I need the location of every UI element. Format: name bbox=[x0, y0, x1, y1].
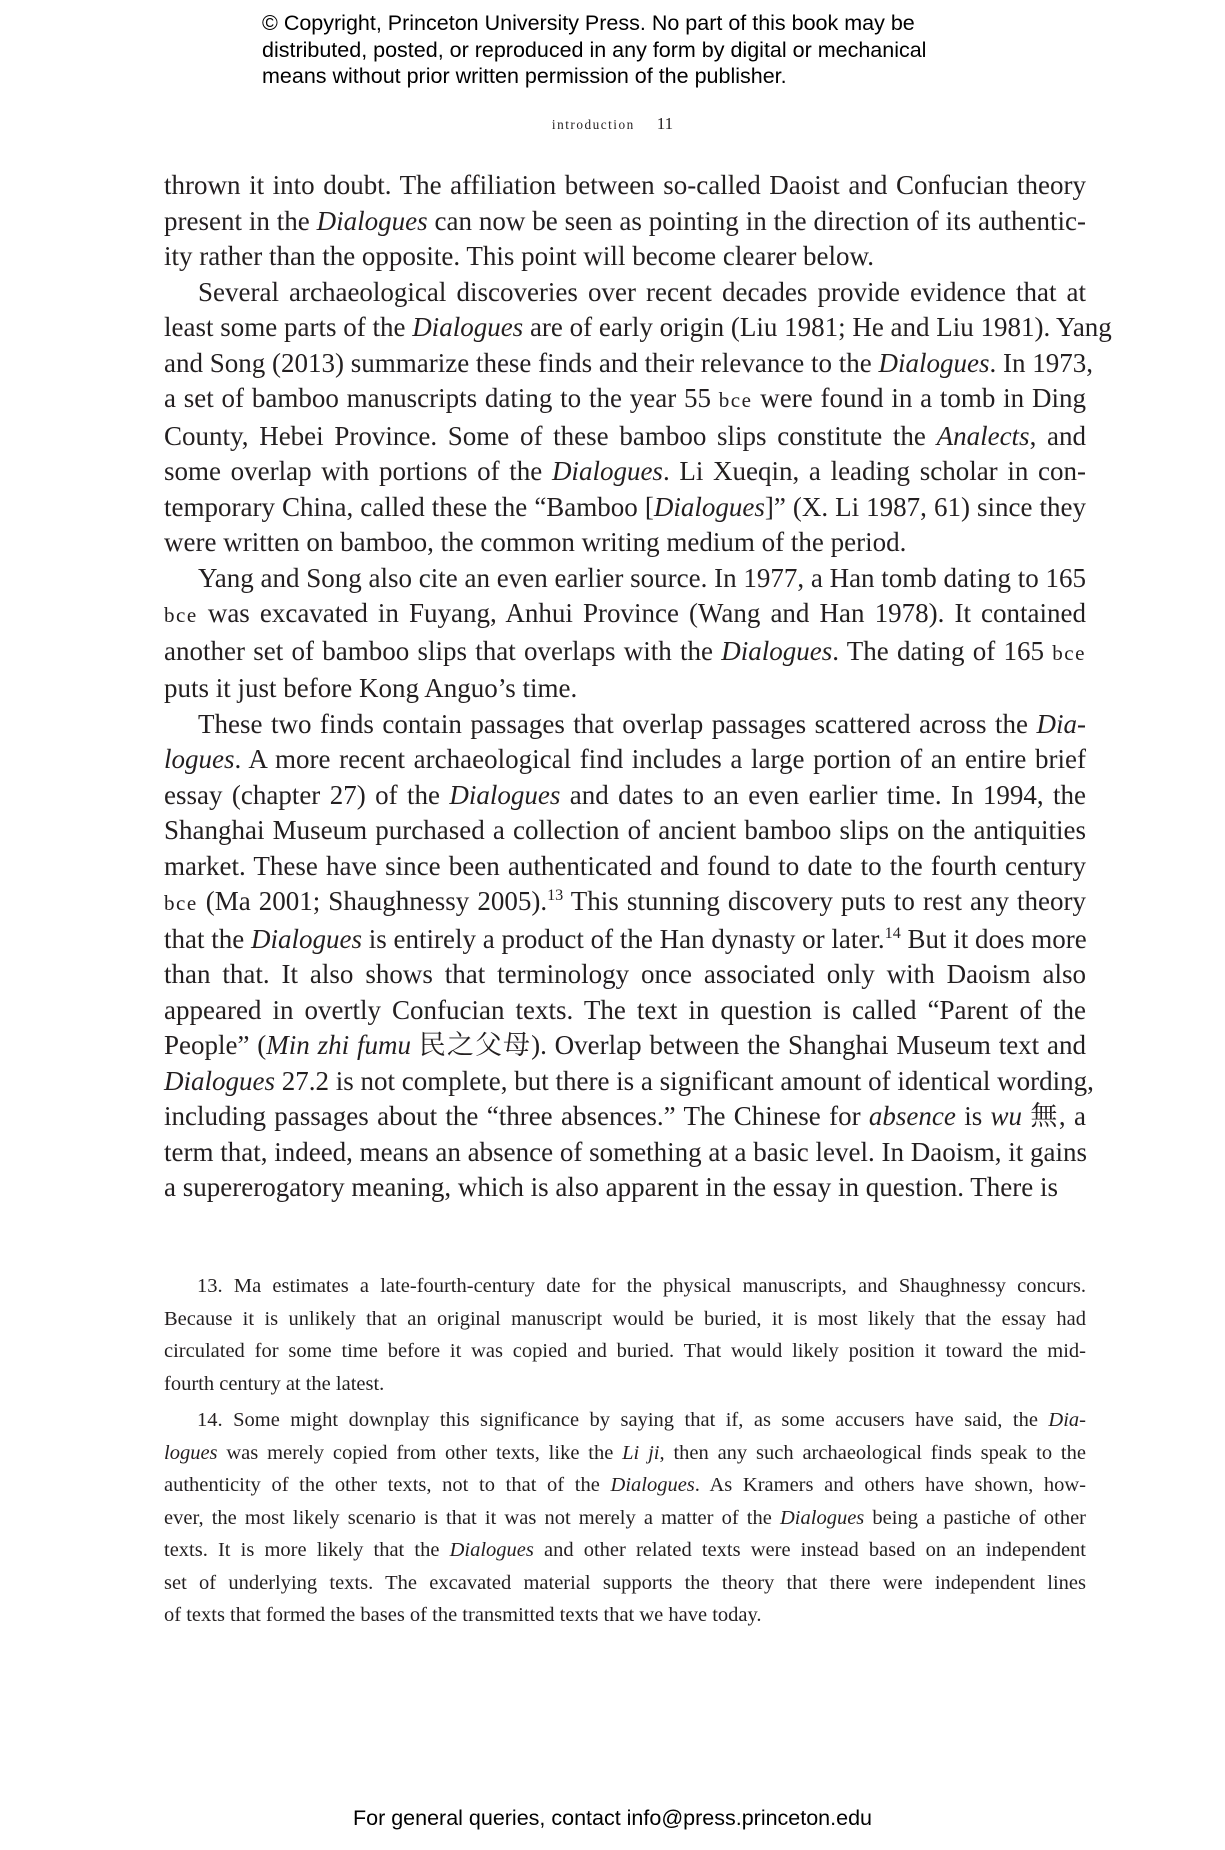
text-line: another set of bamboo slips that overlaps with the Dialogues. The dating of 165 bce bbox=[164, 635, 1086, 666]
italic-text: Dialogues bbox=[878, 347, 990, 378]
page-number: 11 bbox=[656, 114, 674, 133]
italic-text: Dialogues bbox=[316, 205, 428, 236]
text-line: a set of bamboo manuscripts dating to the year 55 bce were found in a tomb in Ding bbox=[164, 383, 1086, 413]
text-line: Shanghai Museum purchased a collection of ancient bamboo slips on the antiquities bbox=[164, 815, 1086, 845]
text-line: thrown it into doubt. The affiliation between so-called Daoist and Confucian theory bbox=[164, 170, 1086, 200]
text-line: term that, indeed, means an absence of something at a basic level. In Daoism, it gains bbox=[164, 1136, 1087, 1167]
italic-text: Dialogues bbox=[449, 1539, 534, 1561]
footnote bbox=[164, 1270, 1086, 1400]
italic-text: Dialogues bbox=[449, 779, 561, 810]
italic-text: Dia- bbox=[1048, 1409, 1086, 1431]
footnote-ref[interactable]: 14 bbox=[884, 923, 901, 942]
text-line: texts. It is more likely that the Dialogues and other related texts were instead based on an independent bbox=[164, 1539, 1086, 1561]
text-line: Dialogues 27.2 is not complete, but there is a significant amount of identical wording, bbox=[164, 1065, 1094, 1096]
text-line: Yang and Song also cite an even earlier source. In 1977, a Han tomb dating to 165 bbox=[198, 562, 1087, 593]
text-line: bce (Ma 2001; Shaughnessy 2005).$^{13}$ This stunning discovery puts to rest any theory bbox=[164, 886, 1086, 916]
small-caps-text: bce bbox=[718, 388, 753, 412]
text-line: puts it just before Kong Anguo’s time. bbox=[164, 673, 578, 703]
text-line: ity rather than the opposite. This point will become clearer below. bbox=[164, 241, 875, 271]
text-line: logues was merely copied from other texts, like the Li ji, then any such archaeological finds speak to the bbox=[164, 1441, 1086, 1464]
italic-text: absence bbox=[868, 1101, 956, 1131]
text-line: ever, the most likely scenario is that it was not merely a matter of the Dialogues being a pastiche of other bbox=[164, 1506, 1086, 1529]
text-line: logues. A more recent archaeological find includes a large portion of an entire brief bbox=[164, 744, 1086, 774]
text-line: circulated for some time before it was copied and buried. That would likely position it toward the mid- bbox=[164, 1340, 1086, 1362]
text-line: temporary China, called these the “Bamboo [Dialogues]” (X. Li 1987, 61) since they bbox=[164, 491, 1086, 522]
text-line: Several archaeological discoveries over recent decades provide evidence that at bbox=[198, 276, 1086, 307]
text-line: 13. Ma estimates a late-fourth-century date for the physical manuscripts, and Shaughnessy concurs. bbox=[197, 1275, 1086, 1297]
footnote-ref[interactable]: 13 bbox=[547, 886, 564, 904]
copyright-line: means without prior written permission of the publisher. bbox=[262, 64, 787, 88]
italic-text: logues bbox=[164, 744, 235, 774]
italic-text: Dialogues bbox=[610, 1474, 695, 1496]
copyright-notice bbox=[262, 10, 1022, 90]
text-line: market. These have since been authenticated and found to date to the fourth century bbox=[164, 850, 1086, 881]
italic-text: Min zhi fumu bbox=[266, 1030, 411, 1060]
italic-text: Li ji bbox=[622, 1441, 660, 1464]
running-head-title: introduction bbox=[551, 117, 635, 132]
italic-text: Analects bbox=[936, 420, 1030, 451]
italic-text: Dia- bbox=[1036, 708, 1086, 739]
text-line: authenticity of the other texts, not to that of the Dialogues. As Kramers and others have shown, how- bbox=[164, 1474, 1086, 1496]
italic-text: Dialogues bbox=[653, 491, 765, 522]
footnote bbox=[164, 1404, 1086, 1632]
text-line: that the Dialogues is entirely a product of the Han dynasty or later.$^{14}$ But it does more bbox=[164, 923, 1087, 954]
running-head bbox=[0, 114, 1225, 134]
paragraph bbox=[164, 561, 1086, 707]
text-line: set of underlying texts. The excavated material supports the theory that there were independent lines bbox=[164, 1571, 1086, 1594]
italic-text: Dialogues bbox=[551, 456, 663, 486]
italic-text: wu bbox=[990, 1101, 1023, 1131]
small-caps-text: bce bbox=[164, 891, 198, 915]
text-line: present in the Dialogues can now be seen as pointing in the direction of its authentic- bbox=[164, 205, 1086, 236]
italic-text: logues bbox=[164, 1441, 218, 1464]
italic-text: Dialogues bbox=[250, 923, 362, 954]
text-line: appeared in overtly Confucian texts. The text in question is called “Parent of the bbox=[164, 994, 1086, 1025]
paragraph bbox=[164, 707, 1094, 1206]
copyright-line: distributed, posted, or reproduced in any form by digital or mechanical bbox=[262, 37, 927, 62]
text-line: 14. Some might downplay this significance by saying that if, as some accusers have said, the Dia- bbox=[197, 1409, 1086, 1431]
text-line: of texts that formed the bases of the transmitted texts that we have today. bbox=[164, 1604, 762, 1626]
text-line: bce was excavated in Fuyang, Anhui Province (Wang and Han 1978). It contained bbox=[164, 598, 1086, 628]
italic-text: Dialogues bbox=[164, 1065, 275, 1096]
text-line: These two finds contain passages that overlap passages scattered across the Dia- bbox=[198, 708, 1086, 739]
text-line: People” (Min zhi fumu 民之父母). Overlap between the Shanghai Museum text and bbox=[164, 1030, 1086, 1060]
text-line: than that. It also shows that terminology once associated only with Daoism also bbox=[164, 959, 1086, 989]
small-caps-text: bce bbox=[164, 603, 198, 627]
paragraph bbox=[164, 275, 1112, 561]
contact-footer: For general queries, contact info@press.princeton.edu bbox=[352, 1806, 872, 1830]
text-line: and Song (2013) summarize these finds and their relevance to the Dialogues. In 1973, bbox=[164, 347, 1094, 378]
italic-text: Dialogues bbox=[721, 635, 833, 666]
small-caps-text: bce bbox=[1052, 640, 1086, 665]
text-line: County, Hebei Province. Some of these bamboo slips constitute the Analects, and bbox=[164, 420, 1087, 451]
text-line: were written on bamboo, the common writing medium of the period. bbox=[164, 527, 907, 557]
body-text bbox=[164, 168, 1112, 1206]
text-line: essay (chapter 27) of the Dialogues and dates to an even earlier time. In 1994, the bbox=[164, 779, 1086, 810]
text-line: including passages about the “three absences.” The Chinese for absence is wu 無, a bbox=[164, 1101, 1086, 1131]
paragraph bbox=[164, 168, 1086, 275]
text-line: some overlap with portions of the Dialogues. Li Xueqin, a leading scholar in con- bbox=[164, 456, 1086, 486]
copyright-line: © Copyright, Princeton University Press. No part of this book may be bbox=[262, 11, 915, 35]
text-line: least some parts of the Dialogues are of early origin (Liu 1981; He and Liu 1981). Yang bbox=[164, 312, 1112, 342]
footnotes bbox=[164, 1270, 1086, 1636]
text-line: a supererogatory meaning, which is also apparent in the essay in question. There is bbox=[164, 1172, 1059, 1202]
text-line: Because it is unlikely that an original manuscript would be buried, it is most likely that the essay had bbox=[164, 1307, 1086, 1330]
italic-text: Dialogues bbox=[412, 312, 524, 342]
text-line: fourth century at the latest. bbox=[164, 1372, 385, 1395]
italic-text: Dialogues bbox=[780, 1506, 865, 1529]
